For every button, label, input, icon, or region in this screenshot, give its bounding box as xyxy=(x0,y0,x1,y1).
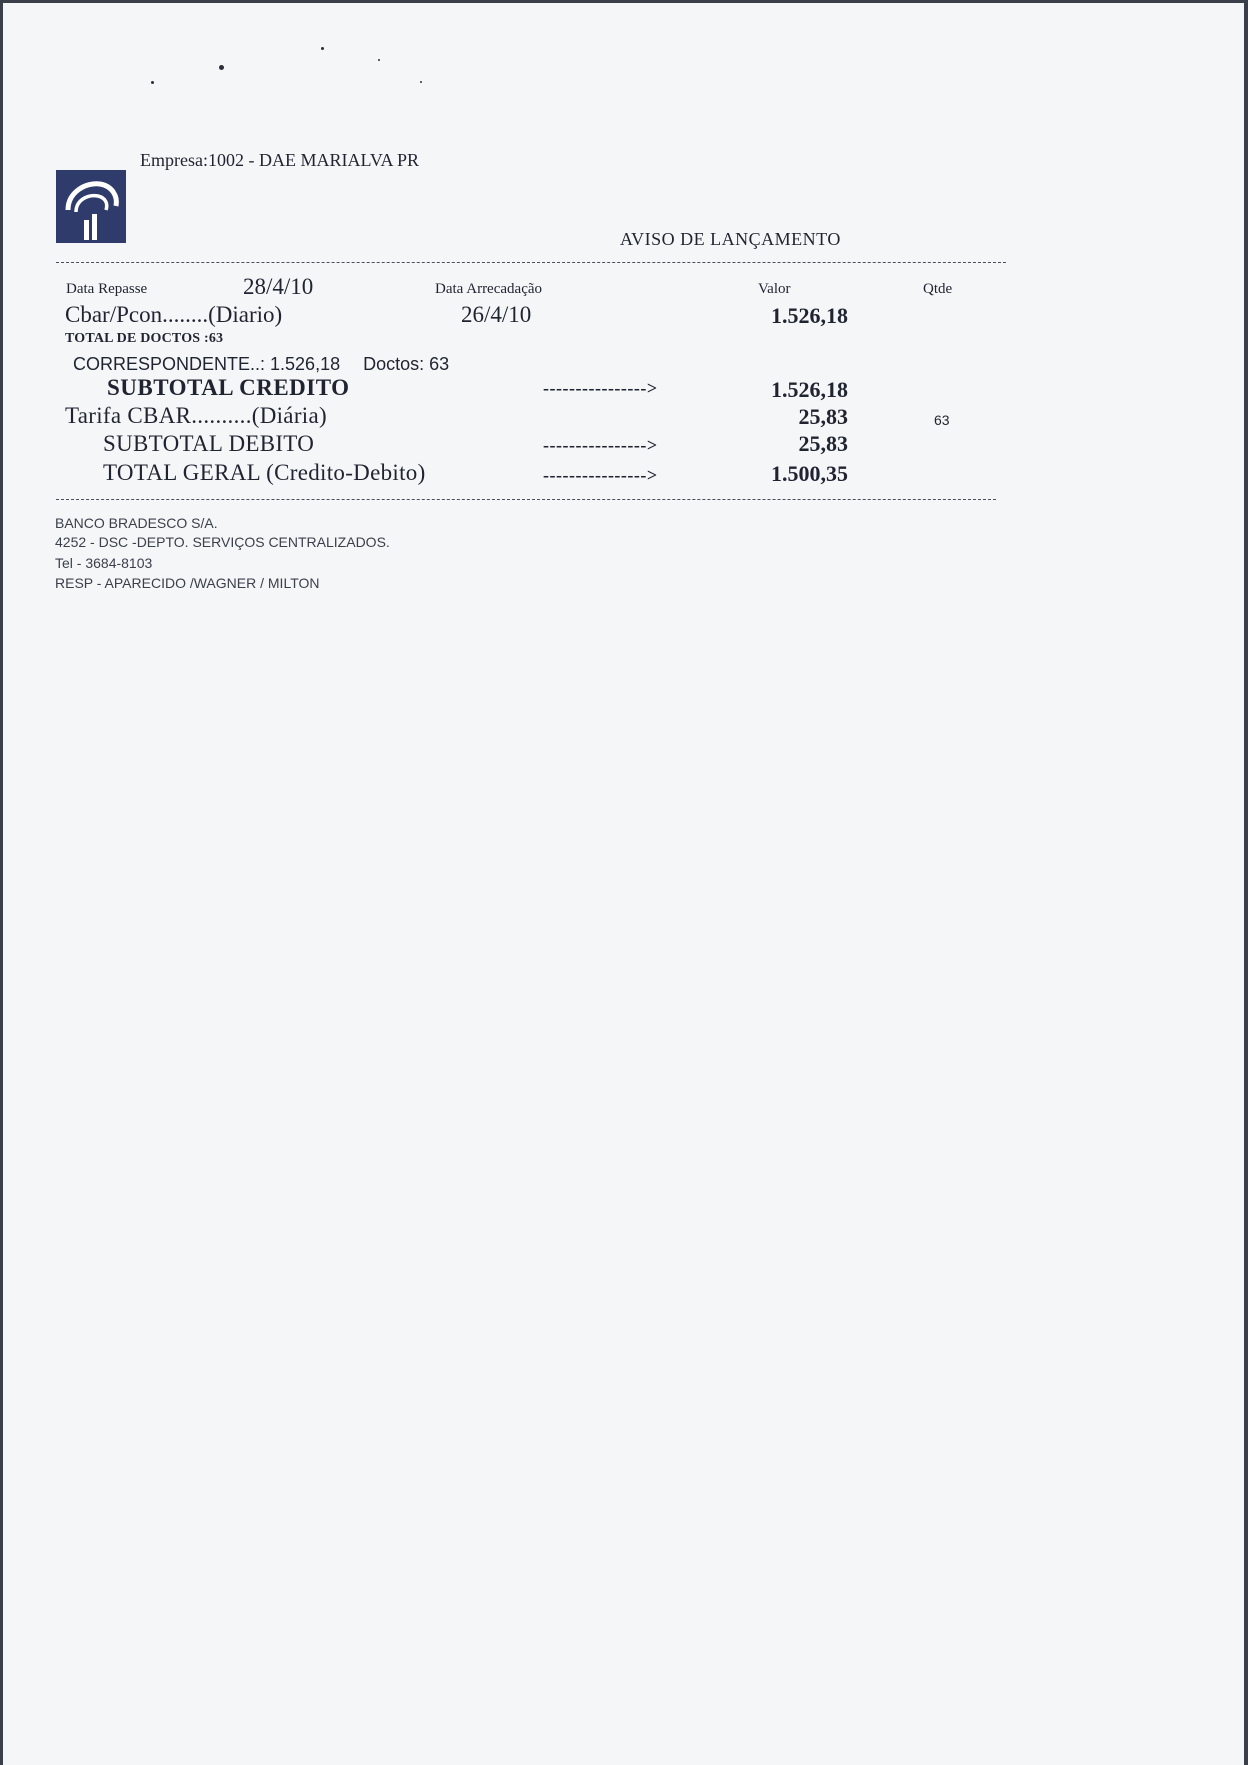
data-arrecadacao-label: Data Arrecadação xyxy=(435,281,543,297)
scan-speck xyxy=(219,65,224,70)
cbar-valor: 1.526,18 xyxy=(771,303,848,328)
footer-bank: BANCO BRADESCO S/A. xyxy=(55,515,218,531)
cbar-date: 26/4/10 xyxy=(461,302,532,327)
tarifa-qtde: 63 xyxy=(934,412,950,428)
footer-responsible: RESP - APARECIDO /WAGNER / MILTON xyxy=(55,575,320,591)
correspondente-line xyxy=(73,354,449,375)
footer-phone: Tel - 3684-8103 xyxy=(55,555,153,571)
divider-bottom xyxy=(56,499,996,500)
total-geral-label: TOTAL GERAL (Credito-Debito) xyxy=(103,460,426,485)
subtotal-debito-valor: 25,83 xyxy=(798,431,848,456)
correspondente-value: CORRESPONDENTE..: 1.526,18 xyxy=(73,354,341,374)
empresa-line xyxy=(140,150,419,171)
qtde-label: Qtde xyxy=(923,281,953,297)
total-geral-valor: 1.500,35 xyxy=(771,461,848,486)
subtotal-debito-arrow: ----------------> xyxy=(543,435,658,455)
cbar-label: Cbar/Pcon........(Diario) xyxy=(65,302,283,327)
data-repasse-label: Data Repasse xyxy=(66,281,148,297)
bradesco-logo-icon xyxy=(56,170,126,243)
subtotal-credito-label: SUBTOTAL CREDITO xyxy=(107,375,350,400)
document-title: AVISO DE LANÇAMENTO xyxy=(620,229,841,249)
tarifa-label: Tarifa CBAR..........(Diária) xyxy=(65,403,327,428)
doctos-count: Doctos: 63 xyxy=(363,354,450,374)
tarifa-valor: 25,83 xyxy=(798,404,848,429)
total-geral-arrow: ----------------> xyxy=(543,465,658,485)
scan-speck xyxy=(378,59,380,61)
subtotal-debito-label: SUBTOTAL DEBITO xyxy=(103,431,315,456)
subtotal-credito-valor: 1.526,18 xyxy=(771,377,848,402)
total-doctos: TOTAL DE DOCTOS :63 xyxy=(65,331,224,346)
scan-speck xyxy=(321,47,324,50)
empresa-value: 1002 - DAE MARIALVA PR xyxy=(207,150,420,170)
footer-department: 4252 - DSC -DEPTO. SERVIÇOS CENTRALIZADOS. xyxy=(55,534,390,550)
subtotal-credito-arrow: ----------------> xyxy=(543,378,658,398)
scan-speck xyxy=(420,81,422,83)
empresa-label: Empresa: xyxy=(140,150,208,170)
data-repasse-value: 28/4/10 xyxy=(243,274,314,299)
valor-label: Valor xyxy=(758,281,791,297)
scan-speck xyxy=(151,81,154,84)
divider-top xyxy=(56,262,1006,263)
